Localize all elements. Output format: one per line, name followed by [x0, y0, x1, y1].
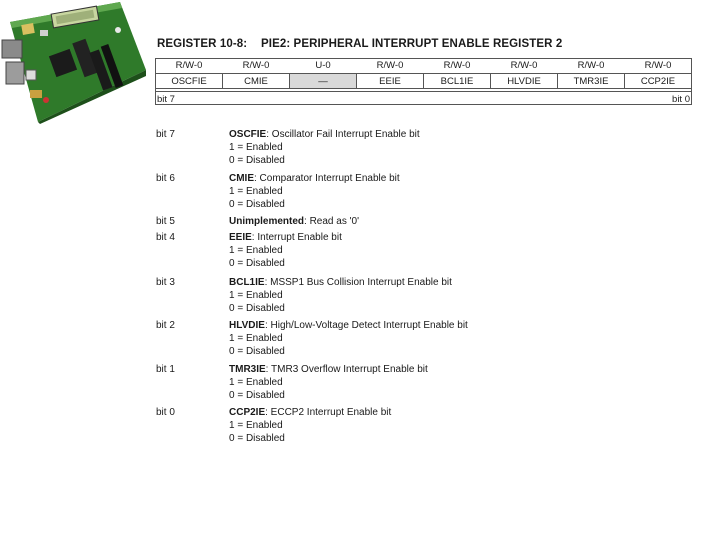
bit-name-row [156, 74, 692, 89]
access-cell: U-0 [315, 60, 331, 71]
register-table [155, 58, 692, 89]
access-cell: R/W-0 [242, 60, 270, 71]
bit-name-cell: OSCFIE [156, 74, 223, 89]
register-number: REGISTER 10-8: [157, 38, 248, 50]
bit-low-label: bit 0 [672, 94, 690, 105]
access-row [156, 58, 692, 74]
option-disabled: 0 = Disabled [229, 433, 285, 444]
option-disabled: 0 = Disabled [229, 258, 285, 269]
bit-label: bit 0 [156, 407, 175, 418]
option-enabled: 1 = Enabled [229, 420, 283, 431]
bit-label: bit 7 [156, 129, 175, 140]
register-heading [157, 38, 562, 50]
bit-label: bit 2 [156, 320, 175, 331]
bit-label: bit 1 [156, 364, 175, 375]
bit-name: HLVDIE [229, 320, 265, 331]
option-enabled: 1 = Enabled [229, 186, 283, 197]
bit-label: bit 6 [156, 173, 175, 184]
option-enabled: 1 = Enabled [229, 377, 283, 388]
bit-description: : TMR3 Overflow Interrupt Enable bit [265, 364, 428, 375]
option-enabled: 1 = Enabled [229, 290, 283, 301]
bit-description: : Oscillator Fail Interrupt Enable bit [266, 129, 420, 140]
bit-name-cell: CCP2IE [625, 74, 692, 89]
bit-label: bit 3 [156, 277, 175, 288]
bit-name: BCL1IE [229, 277, 265, 288]
bit-name: CCP2IE [229, 407, 266, 418]
option-disabled: 0 = Disabled [229, 303, 285, 314]
bit-description: : High/Low-Voltage Detect Interrupt Enable bit [264, 320, 468, 331]
bit-name-cell: HLVDIE [491, 74, 558, 89]
option-enabled: 1 = Enabled [229, 245, 283, 256]
bit-name-cell: TMR3IE [558, 74, 625, 89]
option-disabled: 0 = Disabled [229, 199, 285, 210]
option-disabled: 0 = Disabled [229, 346, 285, 357]
bit-description: : MSSP1 Bus Collision Interrupt Enable bit [264, 277, 452, 288]
bit-description: : ECCP2 Interrupt Enable bit [265, 407, 392, 418]
option-disabled: 0 = Disabled [229, 390, 285, 401]
access-cell: R/W-0 [175, 60, 203, 71]
bit-name-cell-unimplemented: — [290, 74, 357, 89]
access-cell: R/W-0 [577, 60, 605, 71]
bit-description: : Comparator Interrupt Enable bit [254, 173, 400, 184]
bit-name: OSCFIE [229, 129, 267, 140]
option-disabled: 0 = Disabled [229, 155, 285, 166]
access-cell: R/W-0 [510, 60, 538, 71]
bit-name: EEIE [229, 232, 252, 243]
bit-name-cell: CMIE [223, 74, 290, 89]
access-cell: R/W-0 [376, 60, 404, 71]
bit-high-label: bit 7 [157, 94, 175, 105]
bit-name-cell: EEIE [357, 74, 424, 89]
bit-name: Unimplemented [229, 216, 305, 227]
option-enabled: 1 = Enabled [229, 333, 283, 344]
access-cell: R/W-0 [644, 60, 672, 71]
bit-name-cell: BCL1IE [424, 74, 491, 89]
bit-label: bit 4 [156, 232, 175, 243]
option-enabled: 1 = Enabled [229, 142, 283, 153]
bit-label: bit 5 [156, 216, 175, 227]
bit-description: : Read as '0' [304, 216, 359, 227]
bit-range-row [155, 91, 692, 105]
dev-board-image [0, 0, 148, 124]
register-title: PIE2: PERIPHERAL INTERRUPT ENABLE REGISTER 2 [261, 38, 563, 50]
bit-description: : Interrupt Enable bit [251, 232, 342, 243]
bit-name: CMIE [229, 173, 254, 184]
access-cell: R/W-0 [443, 60, 471, 71]
bit-name: TMR3IE [229, 364, 266, 375]
